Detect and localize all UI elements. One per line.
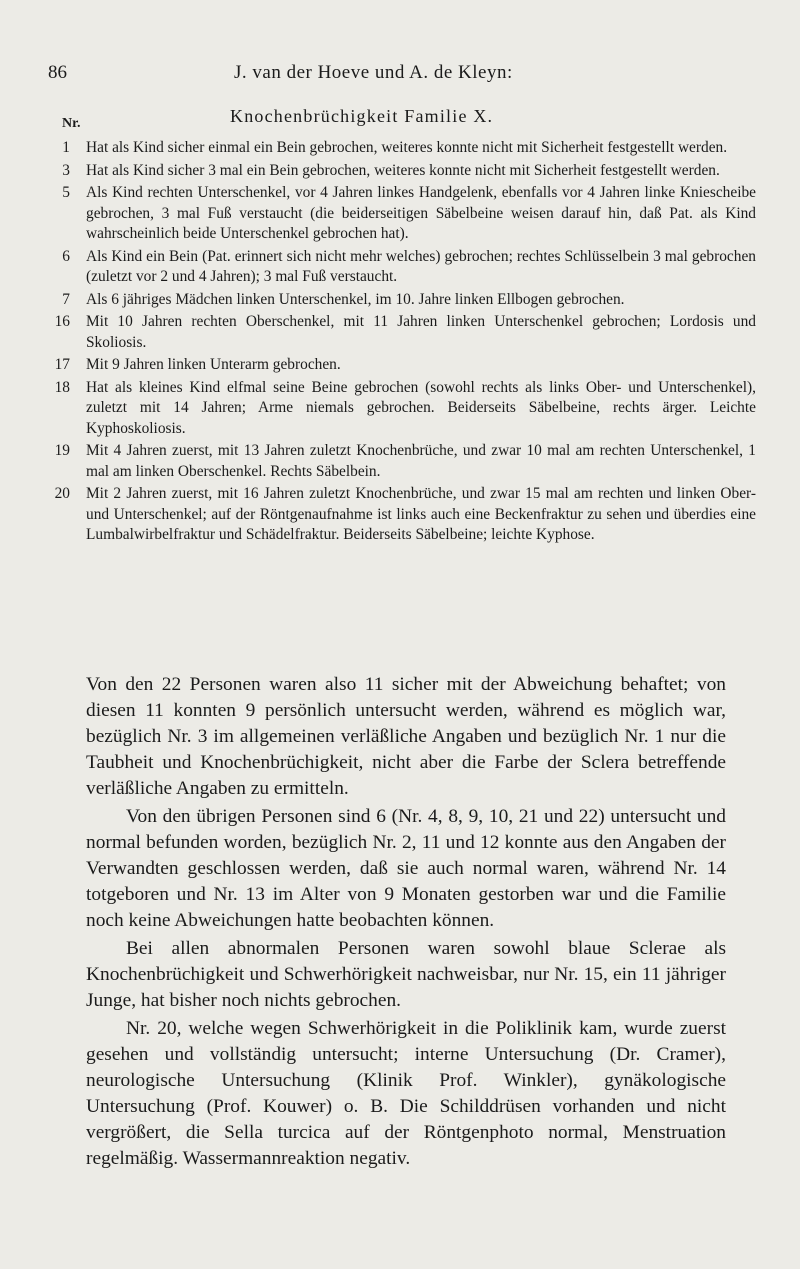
paragraph-text: Von den übrigen Personen sind 6 (Nr. 4, 8, 9, 10, 21 und 22) untersucht und normal befunden worden, bezüglich Nr. 2, 11 und 12 konnte aus den Angaben der Verwandten geschlossen werden, daß sie auch normal waren, während Nr. 14 totgeboren und Nr. 13 im Alter von 9 Monaten gestorben war und die Familie noch keine Abweichungen hatte beobachten können. [86, 806, 726, 931]
case-number: 1 [62, 139, 70, 156]
case-number: 19 [54, 442, 70, 459]
case-number: 5 [62, 184, 70, 201]
case-entry [48, 138, 756, 159]
case-text: Hat als Kind sicher einmal ein Bein gebrochen, weiteres konnte nicht mit Sicherheit festgestellt werden. [86, 139, 728, 156]
case-number: 3 [62, 161, 70, 179]
case-text: Als 6 jähriges Mädchen linken Unterschenkel, im 10. Jahre linken Ellbogen gebrochen. [86, 290, 625, 308]
case-number: 17 [54, 356, 70, 373]
case-number: 18 [54, 378, 70, 396]
case-text: Mit 9 Jahren linken Unterarm gebrochen. [86, 356, 341, 373]
page-header [48, 62, 752, 92]
running-head: J. van der Hoeve und A. de Kleyn: [234, 62, 513, 83]
body-text [86, 672, 726, 1172]
paragraph [86, 936, 726, 1014]
case-entry [48, 312, 756, 353]
nr-column-label: Nr. [62, 116, 81, 131]
case-entry [48, 484, 756, 546]
case-entry [48, 441, 756, 482]
case-text: Mit 2 Jahren zuerst, mit 16 Jahren zuletzt Knochenbrüche, und zwar 15 mal am rechten und linken Ober- und Unterschenkel; auf der Röntgenaufnahme ist links auch eine Beckenfraktur zu sehen und überdies eine Lumbalwirbelfraktur und Schädelfraktur. Beiderseits Säbelbeine; leichte Kyphose. [86, 485, 756, 543]
case-number: 7 [62, 290, 70, 308]
case-number: 6 [62, 247, 70, 265]
case-entry [48, 161, 756, 182]
case-entry [48, 183, 756, 245]
paragraph [86, 1016, 726, 1172]
page-number: 86 [48, 62, 67, 83]
case-list [48, 138, 756, 548]
case-entry [48, 355, 756, 376]
paragraph-text: Von den 22 Personen waren also 11 sicher mit der Abweichung behaftet; von diesen 11 konnten 9 persönlich untersucht werden, während es möglich war, bezüglich Nr. 3 im allgemeinen verläßliche Angaben und bezüglich Nr. 1 nur die Taubheit und Knochenbrüchigkeit, nicht aber die Farbe der Sclera betreffende verläßliche Angaben zu ermitteln. [86, 674, 726, 799]
section-title: Knochenbrüchigkeit Familie X. [230, 106, 494, 126]
case-number: 20 [54, 485, 70, 502]
paragraph-text: Bei allen abnormalen Personen waren sowohl blaue Sclerae als Knochenbrüchigkeit und Schwerhörigkeit nachweisbar, nur Nr. 15, ein 11 jähriger Junge, hat bisher noch nichts gebrochen. [86, 938, 726, 1011]
paragraph [86, 804, 726, 934]
case-text: Mit 4 Jahren zuerst, mit 13 Jahren zuletzt Knochenbrüche, und zwar 10 mal am rechten Unterschenkel, 1 mal am linken Oberschenkel. Rechts Säbelbein. [86, 442, 756, 480]
case-entry [48, 290, 756, 311]
case-number: 16 [54, 313, 70, 330]
case-text: Hat als kleines Kind elfmal seine Beine gebrochen (sowohl rechts als links Ober- und Unterschenkel), zuletzt mit 14 Jahren; Arme niemals gebrochen. Beiderseits Säbelbeine, rechts ärger. Leichte Kyphoskoliosis. [86, 378, 756, 437]
case-entry [48, 247, 756, 288]
case-text: Als Kind rechten Unterschenkel, vor 4 Jahren linkes Handgelenk, ebenfalls vor 4 Jahren linke Kniescheibe gebrochen, 3 mal Fuß verstaucht (die beiderseitigen Säbelbeine weisen darauf hin, daß Pat. als Kind wahrscheinlich beide Unterschenkel gebrochen hat). [86, 184, 756, 242]
case-entry [48, 378, 756, 440]
case-text: Mit 10 Jahren rechten Oberschenkel, mit 11 Jahren linken Unterschenkel gebrochen; Lordosis und Skoliosis. [86, 313, 756, 351]
paragraph [86, 672, 726, 802]
paragraph-text: Nr. 20, welche wegen Schwerhörigkeit in die Poliklinik kam, wurde zuerst gesehen und vollständig untersucht; interne Untersuchung (Dr. Cramer), neurologische Untersuchung (Klinik Prof. Winkler), gynäkologische Untersuchung (Prof. Kouwer) o. B. Die Schilddrüsen vorhanden und nicht vergrößert, die Sella turcica auf der Röntgenphoto normal, Menstruation regelmäßig. Wassermannreaktion negativ. [86, 1018, 726, 1169]
case-text: Als Kind ein Bein (Pat. erinnert sich nicht mehr welches) gebrochen; rechtes Schlüsselbein 3 mal gebrochen (zuletzt vor 2 und 4 Jahren); 3 mal Fuß verstaucht. [86, 247, 756, 285]
case-text: Hat als Kind sicher 3 mal ein Bein gebrochen, weiteres konnte nicht mit Sicherheit festgestellt werden. [86, 161, 720, 179]
